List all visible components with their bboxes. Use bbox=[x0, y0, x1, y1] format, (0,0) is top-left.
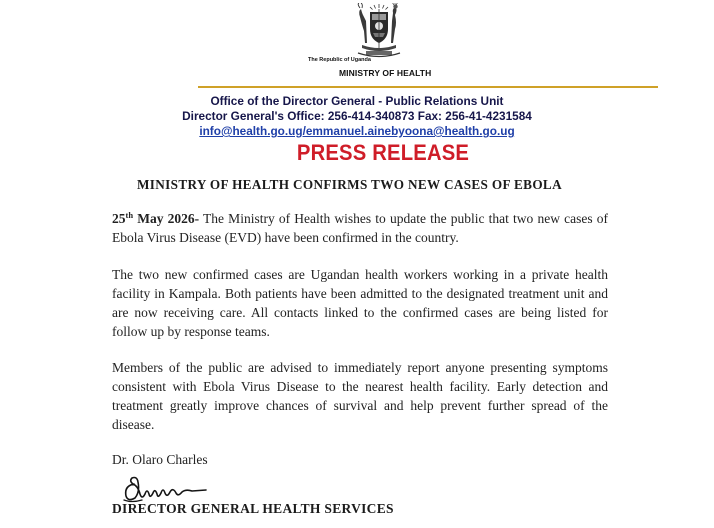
email-line bbox=[0, 124, 714, 138]
header-divider bbox=[198, 86, 658, 88]
email-link[interactable]: info@health.go.ug/emmanuel.ainebyoona@health.go.ug bbox=[199, 124, 515, 138]
paragraph-1 bbox=[112, 209, 608, 247]
office-line: Office of the Director General - Public Relations Unit bbox=[210, 94, 504, 108]
republic-label: The Republic of Uganda bbox=[308, 57, 371, 63]
date-day: 25 bbox=[112, 211, 126, 226]
date-rest: May 2026- bbox=[133, 211, 200, 226]
press-release-title: PRESS RELEASE bbox=[296, 140, 470, 165]
paragraph-2: The two new confirmed cases are Ugandan health workers working in a private health facility in Kampala. Both patients have been admitted to the designated treatment unit and are now receiving care. All contacts linked to the confirmed cases are being listed for follow up by response teams. bbox=[112, 267, 608, 339]
ministry-name: MINISTRY OF HEALTH bbox=[339, 68, 432, 78]
signatory-title: DIRECTOR GENERAL HEALTH SERVICES bbox=[112, 501, 394, 516]
paragraph-1-text: The Ministry of Health wishes to update the public that two new cases of Ebola Virus Disease (EVD) have been confirmed in the country. bbox=[112, 211, 608, 245]
release-date bbox=[112, 211, 199, 226]
uganda-coat-of-arms-icon bbox=[348, 3, 410, 59]
signatory-name: Dr. Olaro Charles bbox=[112, 452, 208, 467]
phone-fax-line: Director General's Office: 256-414-340873 Fax: 256-41-4231584 bbox=[182, 109, 532, 123]
release-headline: MINISTRY OF HEALTH CONFIRMS TWO NEW CASES OF EBOLA bbox=[137, 177, 562, 192]
date-suffix: th bbox=[125, 210, 134, 220]
paragraph-3: Members of the public are advised to immediately report anyone presenting symptoms consistent with Ebola Virus Disease to the nearest health facility. Early detection and treatment greatly improve chances of survival and help prevent further spread of the disease. bbox=[112, 360, 608, 432]
